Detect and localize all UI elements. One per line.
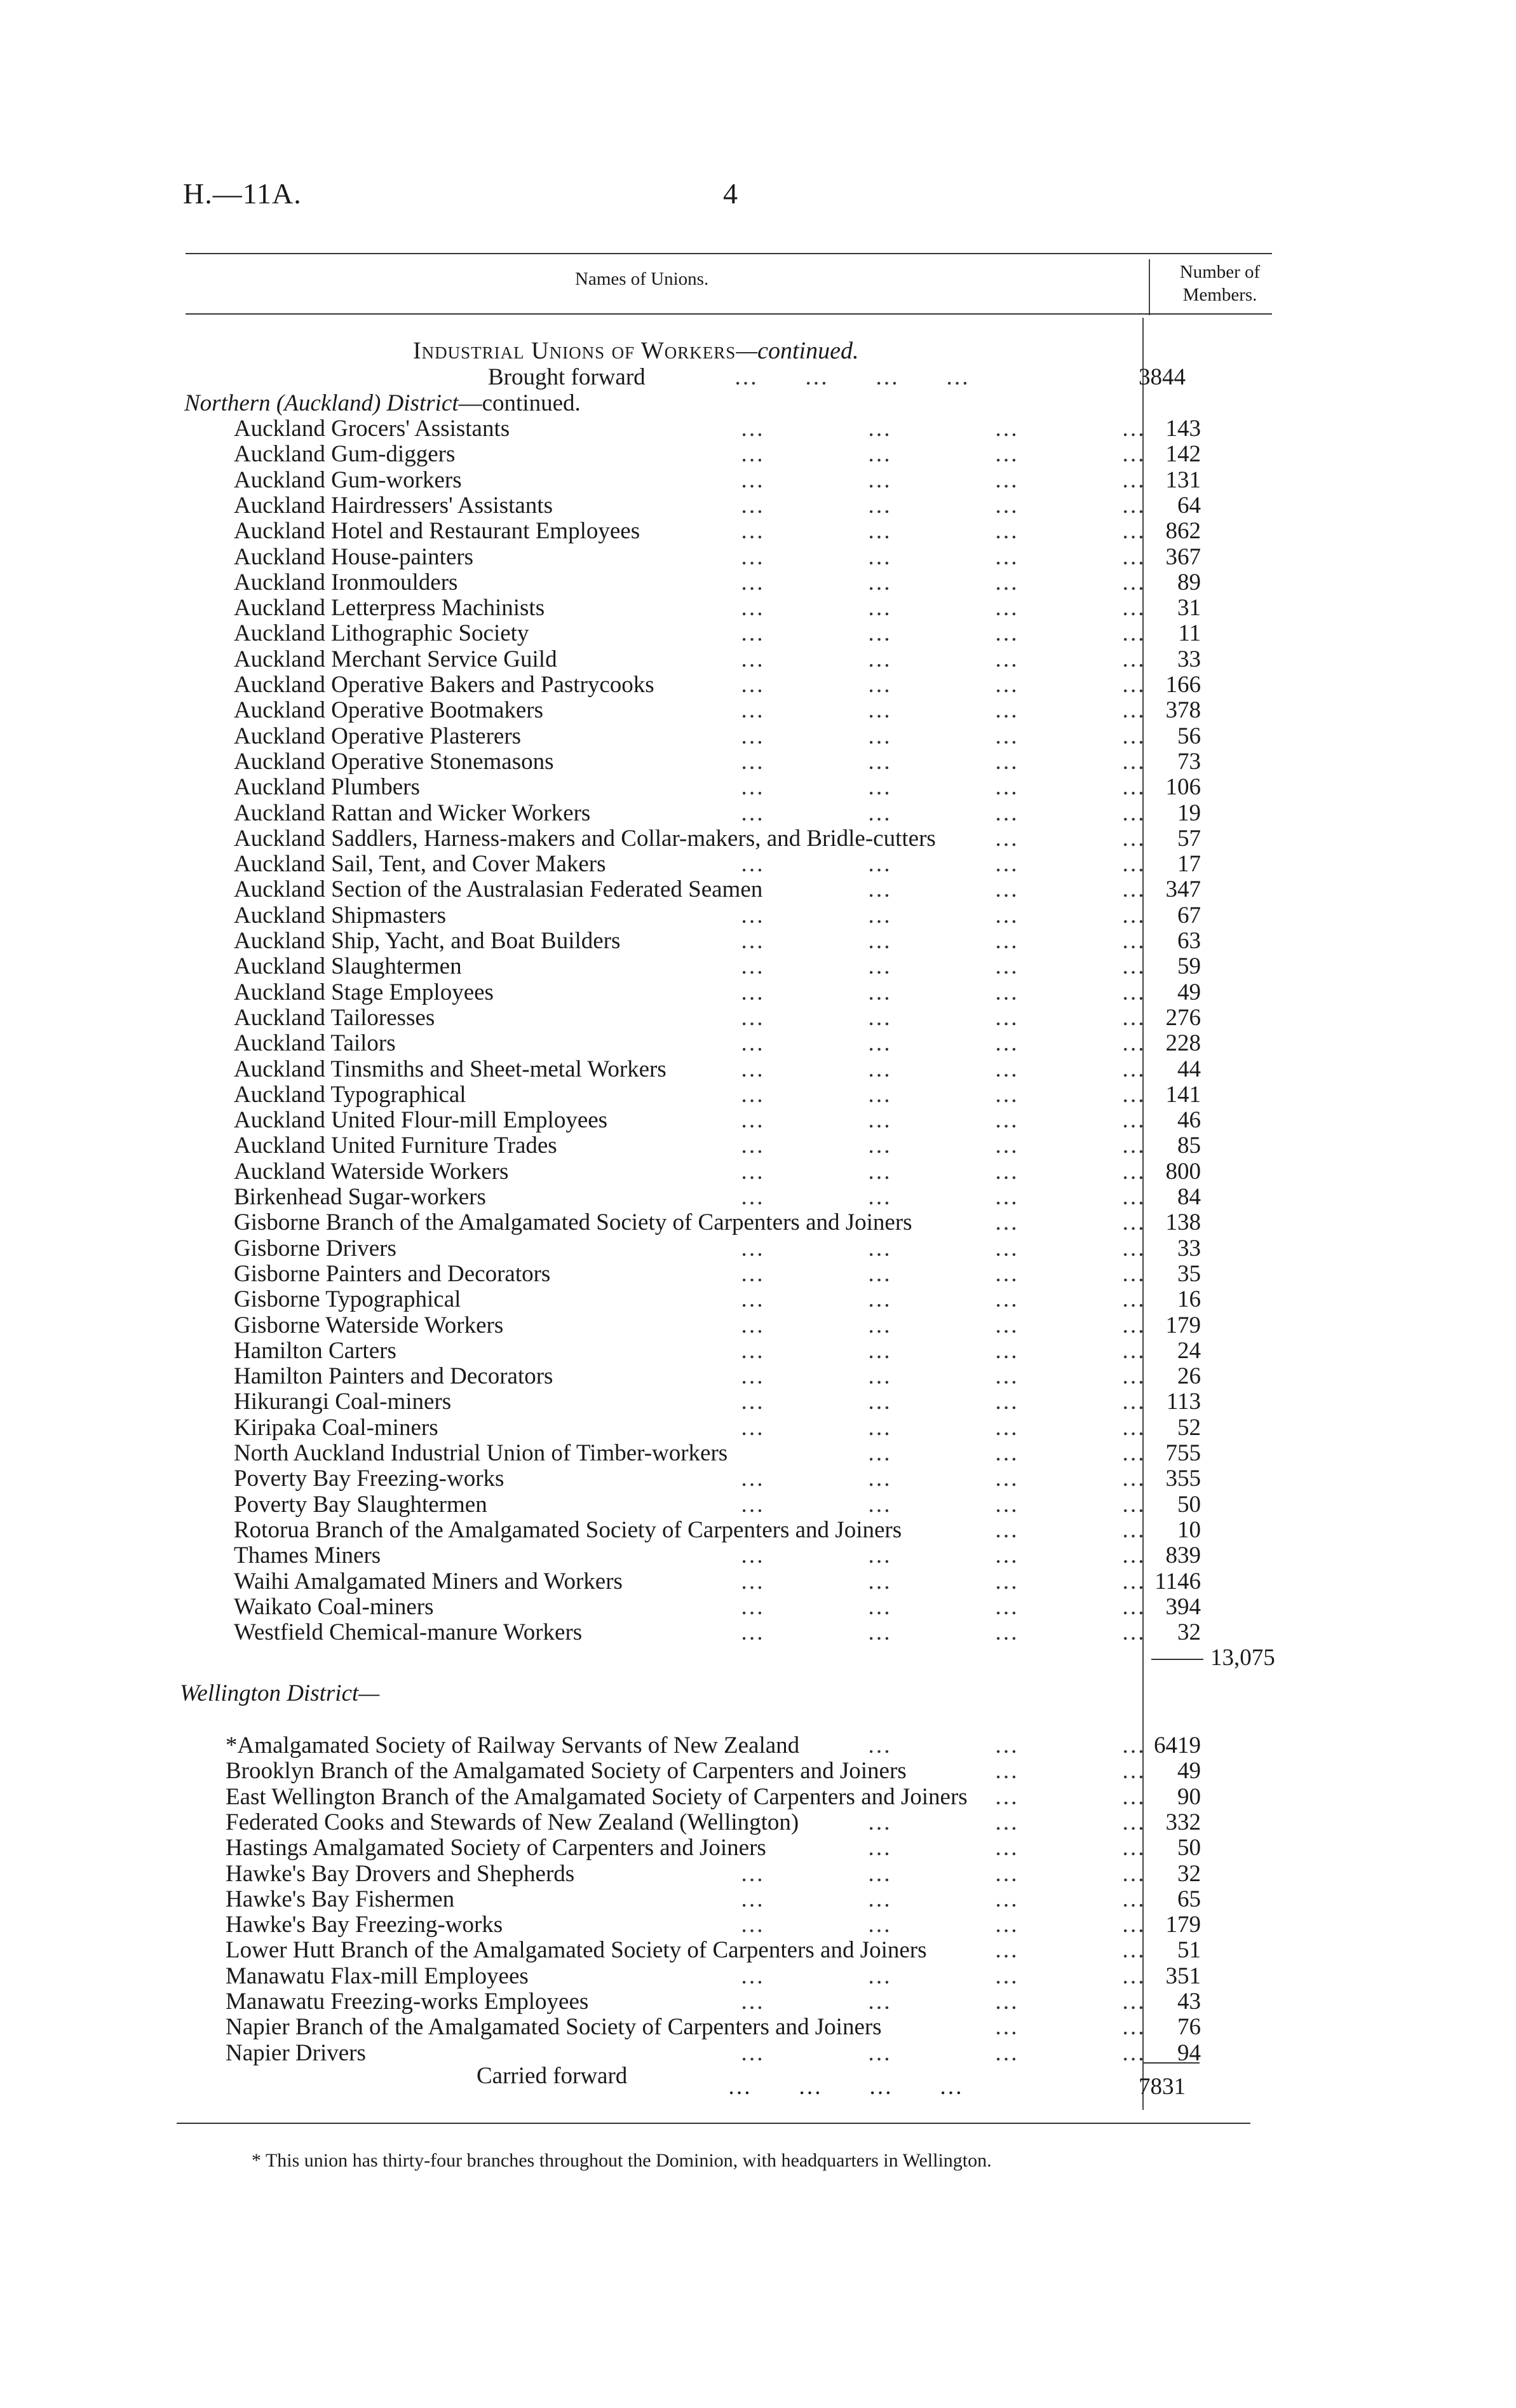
- member-count: 179: [1165, 1312, 1201, 1338]
- union-name: Auckland Tailors: [234, 1030, 396, 1057]
- member-count: 49: [1177, 1758, 1201, 1785]
- column-header-members-line2: Members.: [1182, 285, 1257, 305]
- member-count: 49: [1177, 979, 1201, 1005]
- member-count: 228: [1165, 1030, 1201, 1057]
- union-name: East Wellington Branch of the Amalgamated Society of Carpenters and Joiners: [226, 1783, 968, 1810]
- column-header-names: Names of Unions.: [575, 269, 709, 289]
- member-count: 50: [1177, 1491, 1201, 1518]
- table-row: Kiripaka Coal-miners … … … … 52: [234, 1414, 1201, 1441]
- union-name: Lower Hutt Branch of the Amalgamated Society of Carpenters and Joiners: [226, 1937, 927, 1964]
- union-name: Auckland Tailoresses: [234, 1004, 435, 1031]
- table-row: Auckland Gum-workers … … … … 131: [234, 466, 1201, 493]
- member-count: 347: [1165, 876, 1201, 903]
- union-name: Auckland Saddlers, Harness-makers and Collar-makers, and Bridle-cutters: [234, 825, 936, 852]
- table-row: Hamilton Carters … … … … 24: [234, 1337, 1201, 1364]
- page-number: 4: [723, 177, 738, 210]
- member-count: 839: [1165, 1542, 1201, 1569]
- table-row: Auckland United Flour-mill Employees … … … … 46: [234, 1107, 1201, 1134]
- table-row: Napier Branch of the Amalgamated Society of Carpenters and Joiners … … 76: [226, 2014, 1201, 2041]
- table-row: Hawke's Bay Fishermen … … … … 65: [226, 1886, 1201, 1912]
- table-row: Westfield Chemical-manure Workers … … … … 32: [234, 1619, 1201, 1646]
- northern-district-title: Northern (Auckland) District: [184, 390, 459, 416]
- leader-dots: … … … …: [734, 364, 969, 390]
- table-row: Auckland Tinsmiths and Sheet-metal Workers … … … … 44: [234, 1056, 1201, 1082]
- member-count: 90: [1177, 1783, 1201, 1810]
- table-row: Gisborne Waterside Workers … … … … 179: [234, 1312, 1201, 1338]
- union-name: Auckland Letterpress Machinists: [234, 595, 545, 622]
- union-name: Auckland Tinsmiths and Sheet-metal Workers: [234, 1056, 667, 1082]
- member-count: 113: [1166, 1389, 1201, 1415]
- table-row: Hikurangi Coal-miners … … … … 113: [234, 1389, 1201, 1415]
- union-name: Gisborne Drivers: [234, 1235, 396, 1262]
- column-header-members: [1163, 261, 1277, 306]
- union-name: Hawke's Bay Drovers and Shepherds: [226, 1860, 575, 1887]
- table-row: Gisborne Painters and Decorators … … … … 35: [234, 1260, 1201, 1287]
- member-count: 143: [1165, 416, 1201, 442]
- table-row: Auckland Operative Bootmakers … … … … 378: [234, 697, 1201, 724]
- table-row: Auckland Grocers' Assistants … … … … 143: [234, 416, 1201, 442]
- member-count: 32: [1177, 1860, 1201, 1887]
- table-row: Auckland Lithographic Society … … … … 11: [234, 620, 1201, 647]
- union-name: Hamilton Carters: [234, 1337, 396, 1364]
- table-row: Auckland Tailoresses … … … … 276: [234, 1004, 1201, 1031]
- member-count: 33: [1177, 1235, 1201, 1262]
- table-row: Lower Hutt Branch of the Amalgamated Society of Carpenters and Joiners … … 51: [226, 1937, 1201, 1964]
- union-name: Auckland Operative Stonemasons: [234, 748, 554, 775]
- union-name: Gisborne Painters and Decorators: [234, 1260, 551, 1287]
- member-count: 24: [1177, 1337, 1201, 1364]
- table-row: Poverty Bay Slaughtermen … … … … 50: [234, 1491, 1201, 1518]
- union-name: Auckland Typographical: [234, 1081, 466, 1108]
- member-count: 63: [1177, 928, 1201, 954]
- union-name: Waikato Coal-miners: [234, 1593, 434, 1620]
- member-count: 141: [1165, 1081, 1201, 1108]
- union-name: Napier Branch of the Amalgamated Society of Carpenters and Joiners: [226, 2014, 882, 2041]
- table-row: North Auckland Industrial Union of Timber-workers … … … 755: [234, 1440, 1201, 1466]
- union-name: Auckland Gum-workers: [234, 466, 462, 493]
- carried-forward-value: 7831: [1139, 2074, 1186, 2100]
- union-name: Waihi Amalgamated Miners and Workers: [234, 1568, 623, 1595]
- member-count: 43: [1177, 1989, 1201, 2015]
- member-count: 51: [1177, 1937, 1201, 1964]
- table-row: Hamilton Painters and Decorators … … … … 26: [234, 1363, 1201, 1390]
- member-count: 59: [1177, 953, 1201, 980]
- footnote: * This union has thirty-four branches throughout the Dominion, with headquarters in Wellington.: [252, 2150, 992, 2171]
- union-name: Hastings Amalgamated Society of Carpenters and Joiners: [226, 1835, 766, 1861]
- member-count: 106: [1165, 774, 1201, 801]
- table-row: Auckland Ship, Yacht, and Boat Builders … … … … 63: [234, 928, 1201, 954]
- table-row: Manawatu Freezing-works Employees … … … … 43: [226, 1989, 1201, 2015]
- union-name: Poverty Bay Slaughtermen: [234, 1491, 487, 1518]
- table-row: Auckland Sail, Tent, and Cover Makers … … … … 17: [234, 851, 1201, 878]
- union-name: Hamilton Painters and Decorators: [234, 1363, 553, 1390]
- member-count: 33: [1177, 646, 1201, 672]
- table-row: Auckland Gum-diggers … … … … 142: [234, 441, 1201, 468]
- brought-forward-row: [0, 365, 1516, 390]
- table-row: Auckland Merchant Service Guild … … … … 33: [234, 646, 1201, 672]
- table-row: Manawatu Flax-mill Employees … … … … 351: [226, 1962, 1201, 1989]
- member-count: 179: [1165, 1912, 1201, 1938]
- union-name: Auckland Ironmoulders: [234, 569, 458, 595]
- table-row: Gisborne Branch of the Amalgamated Society of Carpenters and Joiners … … 138: [234, 1209, 1201, 1236]
- member-count: 94: [1177, 2039, 1201, 2066]
- union-name: *Amalgamated Society of Railway Servants of New Zealand: [226, 1732, 800, 1758]
- member-count: 862: [1165, 518, 1201, 545]
- table-row: Auckland United Furniture Trades … … … … 85: [234, 1133, 1201, 1159]
- table-row: Auckland Operative Bakers and Pastrycooks … … … … 166: [234, 672, 1201, 698]
- union-name: North Auckland Industrial Union of Timber-workers: [234, 1440, 728, 1466]
- member-count: 131: [1165, 466, 1201, 493]
- table-row: Thames Miners … … … … 839: [234, 1542, 1201, 1569]
- section-title-suffix: —continued.: [736, 337, 859, 364]
- table-row: Auckland Tailors … … … … 228: [234, 1030, 1201, 1057]
- table-row: Auckland Rattan and Wicker Workers … … … … 19: [234, 799, 1201, 826]
- member-count: 76: [1177, 2014, 1201, 2041]
- table-row: Napier Drivers … … … … 94: [226, 2039, 1201, 2066]
- member-count: 32: [1177, 1619, 1201, 1646]
- member-count: 35: [1177, 1260, 1201, 1287]
- table-row: Auckland Hairdressers' Assistants … … … … 64: [234, 492, 1201, 519]
- member-count: 44: [1177, 1056, 1201, 1082]
- union-name: Auckland Hotel and Restaurant Employees: [234, 518, 640, 545]
- union-name: Auckland Stage Employees: [234, 979, 494, 1005]
- union-name: Hikurangi Coal-miners: [234, 1389, 452, 1415]
- union-name: Manawatu Flax-mill Employees: [226, 1962, 529, 1989]
- union-name: Thames Miners: [234, 1542, 381, 1569]
- member-count: 31: [1177, 595, 1201, 622]
- top-rule: [186, 253, 1272, 254]
- wellington-district-heading: Wellington District—: [180, 1680, 380, 1706]
- member-count: 50: [1177, 1835, 1201, 1861]
- union-name: Auckland Waterside Workers: [234, 1158, 509, 1185]
- table-row: Gisborne Drivers … … … … 33: [234, 1235, 1201, 1262]
- table-row: East Wellington Branch of the Amalgamated Society of Carpenters and Joiners … … 90: [226, 1783, 1201, 1810]
- table-row: Waikato Coal-miners … … … … 394: [234, 1593, 1201, 1620]
- member-count: 11: [1178, 620, 1201, 647]
- northern-district-suffix: —continued.: [458, 390, 581, 416]
- union-name: Gisborne Typographical: [234, 1286, 461, 1313]
- member-count: 394: [1165, 1593, 1201, 1620]
- table-row: *Amalgamated Society of Railway Servants of New Zealand … … … 6419: [226, 1732, 1201, 1758]
- table-row: Brooklyn Branch of the Amalgamated Society of Carpenters and Joiners … … 49: [226, 1758, 1201, 1785]
- union-name: Auckland Plumbers: [234, 774, 420, 801]
- header-bottom-rule: [186, 313, 1272, 315]
- member-count: 755: [1165, 1440, 1201, 1466]
- table-row: Auckland Operative Stonemasons … … … … 73: [234, 748, 1201, 775]
- union-name: Auckland Operative Bootmakers: [234, 697, 544, 724]
- union-name: Auckland United Furniture Trades: [234, 1133, 557, 1159]
- section-title: [413, 337, 858, 365]
- table-row: Auckland Section of the Australasian Federated Seamen … … … 347: [234, 876, 1201, 903]
- member-count: 19: [1177, 799, 1201, 826]
- union-name: Auckland Gum-diggers: [234, 441, 456, 468]
- table-row: Auckland Typographical … … … … 141: [234, 1081, 1201, 1108]
- table-row: Waihi Amalgamated Miners and Workers … … … … 1146: [234, 1568, 1201, 1595]
- leader-dots: … … … …: [728, 2074, 963, 2100]
- table-row: Hawke's Bay Freezing-works … … … … 179: [226, 1912, 1201, 1938]
- union-name: Federated Cooks and Stewards of New Zealand (Wellington): [226, 1809, 799, 1835]
- union-name: Poverty Bay Freezing-works: [234, 1466, 504, 1492]
- union-name: Westfield Chemical-manure Workers: [234, 1619, 583, 1646]
- union-name: Auckland House-painters: [234, 543, 474, 570]
- table-row: Auckland Plumbers … … … … 106: [234, 774, 1201, 801]
- union-name: Hawke's Bay Fishermen: [226, 1886, 455, 1912]
- union-name: Auckland Slaughtermen: [234, 953, 462, 980]
- member-count: 85: [1177, 1133, 1201, 1159]
- union-name: Auckland Shipmasters: [234, 902, 446, 929]
- member-count: 332: [1165, 1809, 1201, 1835]
- member-count: 73: [1177, 748, 1201, 775]
- section-title-text: Industrial Unions of Workers: [413, 337, 736, 364]
- union-name: Birkenhead Sugar-workers: [234, 1184, 486, 1210]
- member-count: 46: [1177, 1107, 1201, 1134]
- member-count: 89: [1177, 569, 1201, 595]
- member-count: 138: [1165, 1209, 1201, 1236]
- union-name: Kiripaka Coal-miners: [234, 1414, 438, 1441]
- table-row: Gisborne Typographical … … … … 16: [234, 1286, 1201, 1313]
- union-name: Auckland Merchant Service Guild: [234, 646, 557, 672]
- table-row: Auckland Saddlers, Harness-makers and Collar-makers, and Bridle-cutters … … 57: [234, 825, 1201, 852]
- member-count: 26: [1177, 1363, 1201, 1390]
- union-name: Auckland Ship, Yacht, and Boat Builders: [234, 928, 621, 954]
- union-name: Auckland Operative Plasterers: [234, 723, 522, 749]
- member-count: 65: [1177, 1886, 1201, 1912]
- union-name: Auckland Hairdressers' Assistants: [234, 492, 553, 519]
- table-row: Auckland Letterpress Machinists … … … … 31: [234, 595, 1201, 622]
- table-row: Poverty Bay Freezing-works … … … … 355: [234, 1466, 1201, 1492]
- union-name: Rotorua Branch of the Amalgamated Society of Carpenters and Joiners: [234, 1516, 902, 1543]
- subtotal-rule: [1151, 1659, 1203, 1660]
- union-name: Auckland United Flour-mill Employees: [234, 1107, 608, 1134]
- union-name: Hawke's Bay Freezing-works: [226, 1912, 503, 1938]
- carried-forward-rule: [1144, 2062, 1200, 2064]
- member-count: 166: [1165, 672, 1201, 698]
- union-name: Auckland Rattan and Wicker Workers: [234, 799, 591, 826]
- member-count: 17: [1177, 851, 1201, 878]
- table-row: Auckland Operative Plasterers … … … … 56: [234, 723, 1201, 749]
- table-row: Birkenhead Sugar-workers … … … … 84: [234, 1184, 1201, 1210]
- table-row: Auckland Stage Employees … … … … 49: [234, 979, 1201, 1005]
- member-count: 67: [1177, 902, 1201, 929]
- union-name: Manawatu Freezing-works Employees: [226, 1989, 589, 2015]
- page-reference: H.—11A.: [183, 177, 302, 210]
- member-count: 6419: [1154, 1732, 1201, 1758]
- table-row: Auckland Slaughtermen … … … … 59: [234, 953, 1201, 980]
- header-column-divider: [1149, 259, 1150, 315]
- table-row: Auckland House-painters … … … … 367: [234, 543, 1201, 570]
- union-name: Gisborne Waterside Workers: [234, 1312, 504, 1338]
- union-name: Gisborne Branch of the Amalgamated Society of Carpenters and Joiners: [234, 1209, 912, 1236]
- table-row: Auckland Hotel and Restaurant Employees … … … … 862: [234, 518, 1201, 545]
- member-count: 16: [1177, 1286, 1201, 1313]
- union-name: Auckland Section of the Australasian Federated Seamen: [234, 876, 763, 903]
- table-row: Rotorua Branch of the Amalgamated Society of Carpenters and Joiners … … 10: [234, 1516, 1201, 1543]
- union-name: Auckland Operative Bakers and Pastrycooks: [234, 672, 654, 698]
- member-count: 800: [1165, 1158, 1201, 1185]
- union-name: Napier Drivers: [226, 2039, 366, 2066]
- table-row: Auckland Ironmoulders … … … … 89: [234, 569, 1201, 595]
- table-row: Auckland Waterside Workers … … … … 800: [234, 1158, 1201, 1185]
- union-name: Auckland Sail, Tent, and Cover Makers: [234, 851, 606, 878]
- footnote-rule: [177, 2123, 1250, 2124]
- member-count: 84: [1177, 1184, 1201, 1210]
- table-row: Hawke's Bay Drovers and Shepherds … … … … 32: [226, 1860, 1201, 1887]
- union-name: Auckland Lithographic Society: [234, 620, 529, 647]
- member-count: 56: [1177, 723, 1201, 749]
- table-row: Auckland Shipmasters … … … … 67: [234, 902, 1201, 929]
- union-name: Brooklyn Branch of the Amalgamated Society of Carpenters and Joiners: [226, 1758, 907, 1785]
- member-count: 276: [1165, 1004, 1201, 1031]
- member-count: 142: [1165, 441, 1201, 468]
- member-count: 351: [1165, 1962, 1201, 1989]
- northern-subtotal: 13,075: [1210, 1645, 1275, 1671]
- member-count: 57: [1177, 825, 1201, 852]
- member-count: 10: [1177, 1516, 1201, 1543]
- member-count: 1146: [1154, 1568, 1201, 1595]
- column-header-members-line1: Number of: [1179, 262, 1261, 282]
- member-count: 355: [1165, 1466, 1201, 1492]
- union-name: Auckland Grocers' Assistants: [234, 416, 510, 442]
- brought-forward-label: Brought forward: [488, 364, 646, 390]
- brought-forward-value: 3844: [1139, 364, 1186, 390]
- member-count: 64: [1177, 492, 1201, 519]
- member-count: 378: [1165, 697, 1201, 724]
- northern-district-heading: [184, 390, 581, 417]
- member-count: 52: [1177, 1414, 1201, 1441]
- member-count: 367: [1165, 543, 1201, 570]
- table-row: Hastings Amalgamated Society of Carpenters and Joiners … … … 50: [226, 1835, 1201, 1861]
- carried-forward-label: Carried forward: [477, 2063, 628, 2089]
- table-row: Federated Cooks and Stewards of New Zealand (Wellington) … … … 332: [226, 1809, 1201, 1835]
